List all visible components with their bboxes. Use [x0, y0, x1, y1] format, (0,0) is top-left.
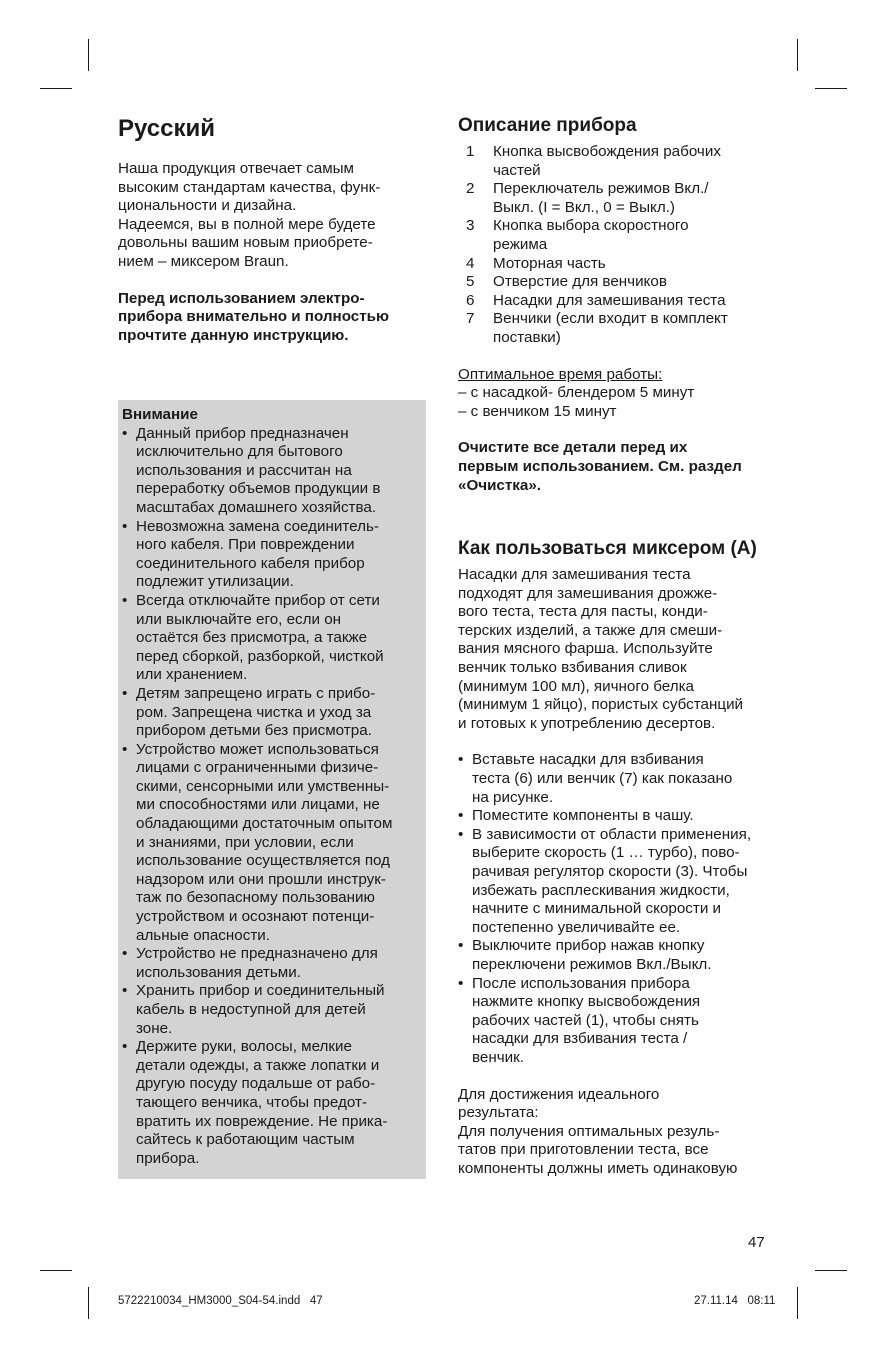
warning-list — [122, 425, 420, 1169]
warning-item: • Держите руки, волосы, мелкие детали одежды, а также лопатки и другую посуду подальше от рабо- тающего венчика, чтобы предот- вратить их повреждение. Не прика- сайтесь к работающим частым прибора. — [122, 1038, 388, 1167]
usage-step: • Поместите компоненты в чашу. — [458, 807, 694, 825]
warning-title: Внимание — [122, 406, 198, 423]
read-instructions-notice: Перед использованием электро- прибора внимательно и полностью прочтите данную инструкцию. — [118, 289, 389, 344]
usage-step: • Вставьте насадки для взбивания теста (6) или венчик (7) как показано на рисунке. — [458, 751, 733, 806]
part-item: 4 Моторная часть — [466, 254, 606, 272]
warning-item: • Невозможна замена соединитель- ного кабеля. При повреждении соединительного кабеля прибор подлежит утилизации. — [122, 517, 379, 591]
warning-item: • Данный прибор предназначен исключительно для бытового использования и рассчитан на переработку объемов продукции в масштабах домашнего хозяйства. — [122, 424, 381, 516]
part-item: 2 Переключатель режимов Вкл./ Выкл. (I = Вкл., 0 = Выкл.) — [466, 180, 709, 216]
part-item: 6 Насадки для замешивания теста — [466, 291, 726, 309]
crop-mark-top-right-h — [815, 88, 847, 89]
cleaning-notice: Очистите все детали перед их первым использованием. См. раздел «Очистка». — [458, 439, 742, 494]
usage-step: • Выключите прибор нажав кнопку переключени режимов Вкл./Выкл. — [458, 937, 712, 973]
right-column — [458, 114, 778, 1179]
part-item: 3 Кнопка выбора скоростного режима — [466, 217, 689, 253]
left-column — [118, 114, 428, 345]
warning-item: • Детям запрещено играть с прибо- ром. Запрещена чистка и уход за прибором детьми без присмотра. — [122, 684, 376, 740]
part-item: 7 Венчики (если входит в комплект поставки) — [466, 310, 728, 346]
warning-item: • Всегда отключайте прибор от сети или выключайте его, если он остаётся без присмотра, а также перед сборкой, разборкой, чисткой или хранением. — [122, 591, 384, 684]
crop-mark-bottom-right-h — [815, 1270, 847, 1271]
warning-box — [118, 400, 426, 1179]
language-title: Русский — [118, 115, 215, 142]
operating-time-title: Оптимальное время работы: — [458, 365, 663, 383]
part-item: 1 Кнопка высвобождения рабочих частей — [466, 143, 721, 179]
usage-title: Как пользоваться миксером (A) — [458, 538, 757, 560]
usage-steps — [458, 751, 778, 1067]
crop-mark-top-right — [797, 39, 798, 71]
crop-mark-bottom-left-h — [40, 1270, 72, 1271]
warning-item: • Устройство может использоваться лицами с ограниченными физиче- скими, сенсорными или умственны- ми способностями или лицами, не обладающими достаточным опытом и знаниями, при условии, если использование осуществляется под надзором или они прошли инструк- таж по безопасному пользованию устройством и осознают потенци- альные опасности. — [122, 740, 393, 944]
operating-time-lines: – с насадкой- блендером 5 минут – с венчиком 15 минут — [458, 384, 695, 420]
warning-item: • Устройство не предназначено для использования детьми. — [122, 945, 378, 981]
footer-file-info: 5722210034_HM3000_S04-54.indd 47 — [118, 1295, 323, 1307]
crop-mark-bottom-right — [797, 1287, 798, 1319]
result-paragraph: Для достижения идеального результата: Для получения оптимальных резуль- татов при приготовлении теста, все компоненты должны иметь одинаковую — [458, 1085, 738, 1177]
page-number: 47 — [748, 1234, 765, 1251]
usage-step: • В зависимости от области применения, выберите скорость (1 … турбо), пово- рачивая регулятор скорости (3). Чтобы избежать расплескивания жидкости, начните с минимальной скорости и постепенно увеличивайте ее. — [458, 825, 752, 936]
intro-paragraph: Наша продукция отвечает самым высоким стандартам качества, функ- циональности и дизайна. Надеемся, вы в полной мере будете довольны вашим новым приобрете- нием – миксером Braun. — [118, 160, 381, 270]
warning-item: • Хранить прибор и соединительный кабель в недоступной для детей зоне. — [122, 982, 385, 1037]
description-title: Описание прибора — [458, 115, 637, 136]
footer-timestamp: 27.11.14 08:11 — [694, 1295, 776, 1307]
usage-intro: Насадки для замешивания теста подходят для замешивания дрожже- вого теста, теста для пасты, конди- терских изделий, а также для смеши- вания мясного фарша. Используйте венчик только взбивания сливок (минимум 100 мл), яичного белка (минимум 1 яйцо), пористых субстанций и готовых к употреблению десертов. — [458, 566, 744, 732]
crop-mark-top-left — [88, 39, 89, 71]
usage-step: • После использования прибора нажмите кнопку высвобождения рабочих частей (1), чтобы снять насадки для взбивания теста / венчик. — [458, 974, 701, 1066]
crop-mark-top-left-h — [40, 88, 72, 89]
parts-list — [458, 143, 778, 348]
part-item: 5 Отверстие для венчиков — [466, 273, 667, 291]
crop-mark-bottom-left — [88, 1287, 89, 1319]
